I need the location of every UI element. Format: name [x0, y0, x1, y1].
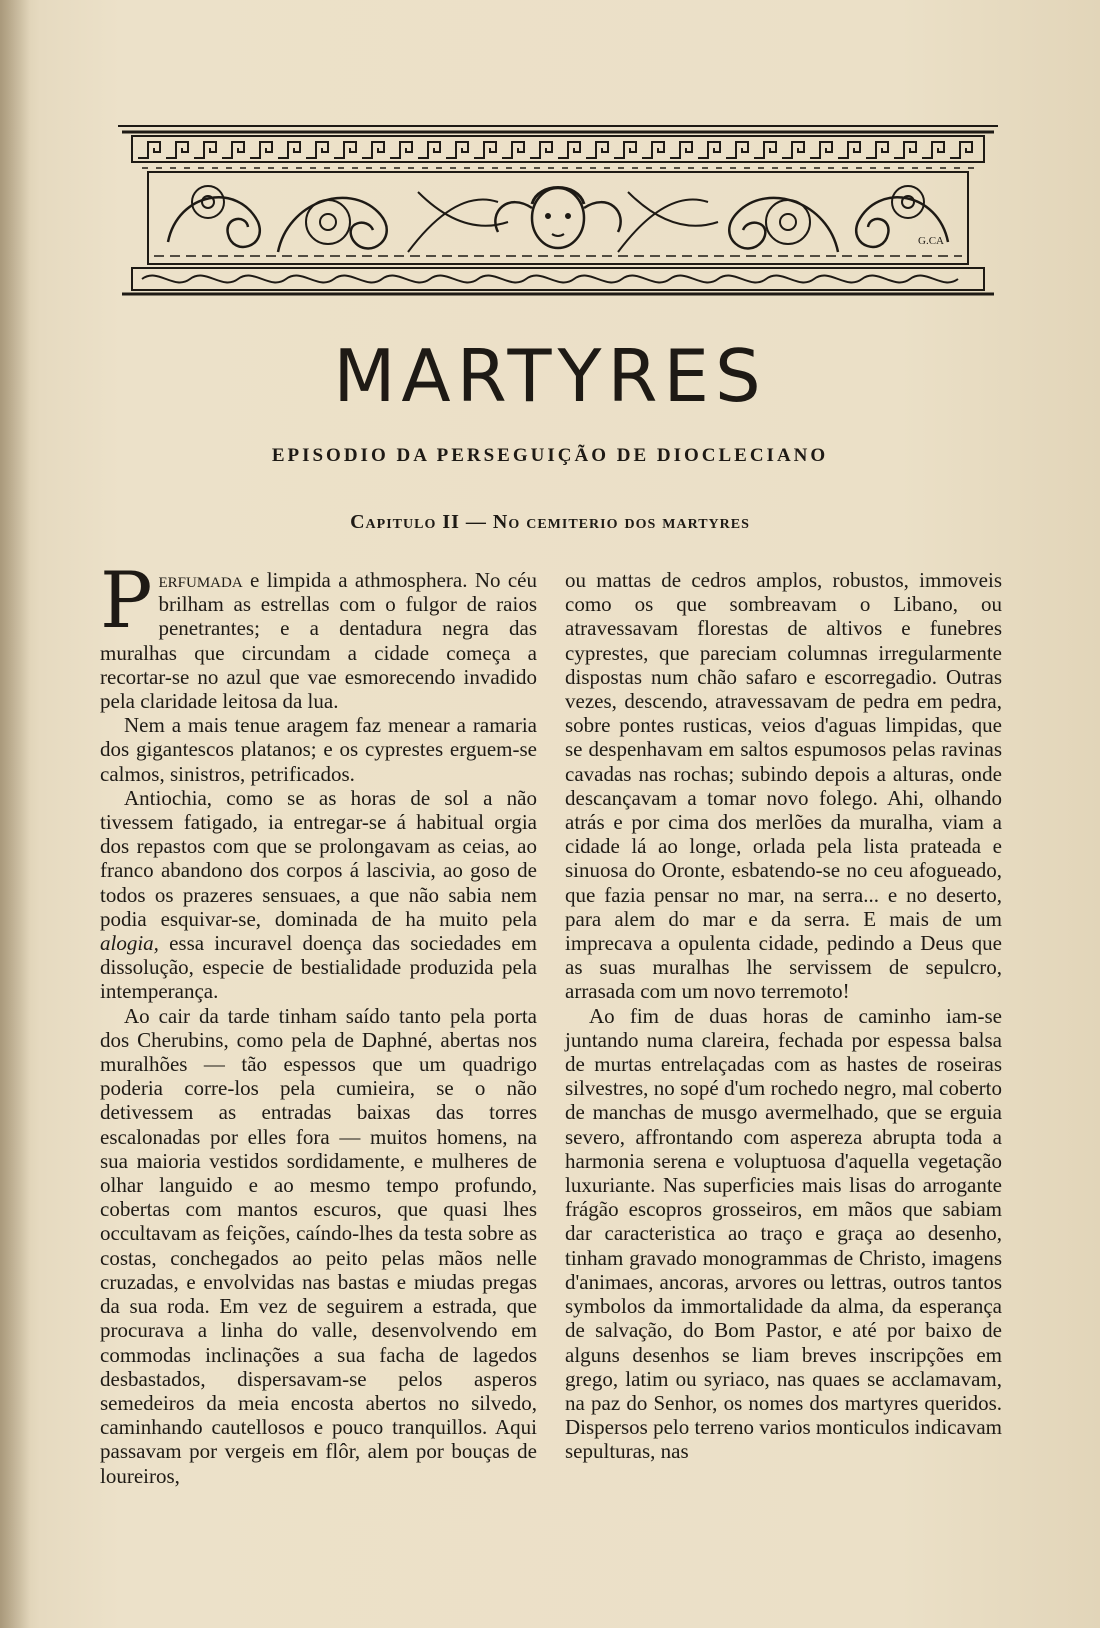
paragraph	[100, 556, 537, 714]
paragraph: ou mattas de cedros amplos, robustos, immoveis como os que sombreavam o Libano, ou atravessavam florestas de altivos e funebres cyprestes, que pareciam columnas irregularmente dispostas num chão safaro e escorregadio. Outras vezes, descendo, atravessavam de pedra em pedra, sobre pontes rusticas, veios d'aguas limpidas, que se despenhavam em saltos espumosos pelas ravinas cavadas nas rochas; subindo depois a alturas, onde descançavam a tomar novo folego. Ahi, olhando atrás e por cima dos merlões da muralha, viam a cidade lá ao longe, orlada pela lista prateada e sinuosa do Oronte, esbatendo-se no ceu afogueado, que fazia pensar no mar, na serra... e no deserto, para alem do mar e da serra. E mais de um imprecava a opulenta cidade, pedindo a Deus que as suas muralhas lhe servissem de sepulcro, arrasada com um novo terremoto!	[565, 568, 1002, 1004]
ornament-monogram: G.CA	[918, 235, 944, 247]
paragraph	[100, 786, 537, 1004]
paragraph: Nem a mais tenue aragem faz menear a ramaria dos gigantescos platanos; e os cyprestes erguem-se calmos, sinistros, petrificados.	[100, 713, 537, 786]
paragraph: Ao fim de duas horas de caminho iam-se juntando numa clareira, fechada por espessa balsa de murtas entrelaçadas com as hastes de roseiras silvestres, no sopé d'um rochedo negro, mal coberto de manchas de musgo avermelhado, que se erguia severo, affrontando com aspereza abrupta toda a harmonia serena e voluptuosa d'aquella vegetação luxuriante. Nas superficies mais lisas do arrogante frágão escopros grosseiros, em mãos que sabiam dar caracteristica ao traço e graça ao desenho, tinham gravado monogrammas de Christo, imagens d'animaes, ancoras, arvores ou lettras, outros tantos symbolos da immortalidade da alma, da esperança de salvação, do Bom Pastor, e até por baixo de alguns desenhos se liam breves inscripções em grego, latim ou syriaco, nas quaes se acclamavam, na paz do Senhor, os nomes dos martyres queridos. Dispersos pelo terreno varios monticulos indicavam sepulturas, nas	[565, 1003, 1002, 1464]
lead-word: erfumada	[158, 568, 243, 592]
chapter-heading: Capitulo II — No cemiterio dos martyres	[350, 511, 750, 533]
binding-shadow	[0, 0, 30, 1628]
text-column-right	[565, 568, 1002, 1464]
paragraph-text: Antiochia, como se as horas de sol a não tivessem fatigado, ia entregar-se á habitual orgia dos repastos com que se prolongavam as ceias, ao franco abandono dos corpos á lascivia, ao goso de todos os prazeres sensuaes, a que não sabia nem podia esquivar-se, dominada de ha muito pela	[100, 785, 537, 931]
paragraph: Ao cair da tarde tinham saído tanto pela porta dos Cherubins, como pela de Daphné, abertas nos muralhões — tão espessos que um quadrigo poderia corre-los pela cumieira, se o não detivessem as entradas baixas das torres escalonadas por elles fora — muitos homens, na sua maioria vestidos sordidamente, e mulheres de olhar languido e ao mesmo tempo profundo, cobertas com mantos escuros, que quasi lhes occultavam as feições, caíndo-lhes da testa sobre as costas, conchegados ao peito pelas mãos nelle cruzadas, e envolvidas nas bastas e miudas pregas da sua roda. Em vez de seguirem a estrada, que procurava a linha do valle, desenvolvendo em commodas inclinações a sua facha de lagedos desbastados, dispersavam-se pelos asperos semedeiros da meia encosta abertos no silvedo, caminhando cautellosos e pouco tranquillos. Aqui passavam por vergeis em flôr, alem por bouças de loureiros,	[100, 1003, 537, 1488]
ornamental-header-illustration	[118, 122, 998, 300]
emphasis-word: alogia,	[100, 931, 159, 956]
article-title: MARTYRES	[333, 334, 767, 418]
paragraph-text: essa incuravel doença das sociedades em dissolução, especie de bestialidade produzida pela intemperança.	[100, 931, 537, 1004]
drop-cap: P	[100, 556, 153, 646]
article-subtitle: EPISODIO DA PERSEGUIÇÃO DE DIOCLECIANO	[271, 445, 829, 466]
paragraph-text: e limpida a athmosphera. No céu brilham as estrellas com o fulgor de raios penetrantes; e a dentadura negra das muralhas que circundam a cidade começa a recortar-se no azul que vae esmorecendo invadido pela claridade leitosa da lua.	[100, 568, 537, 714]
text-column-left	[100, 556, 537, 1488]
